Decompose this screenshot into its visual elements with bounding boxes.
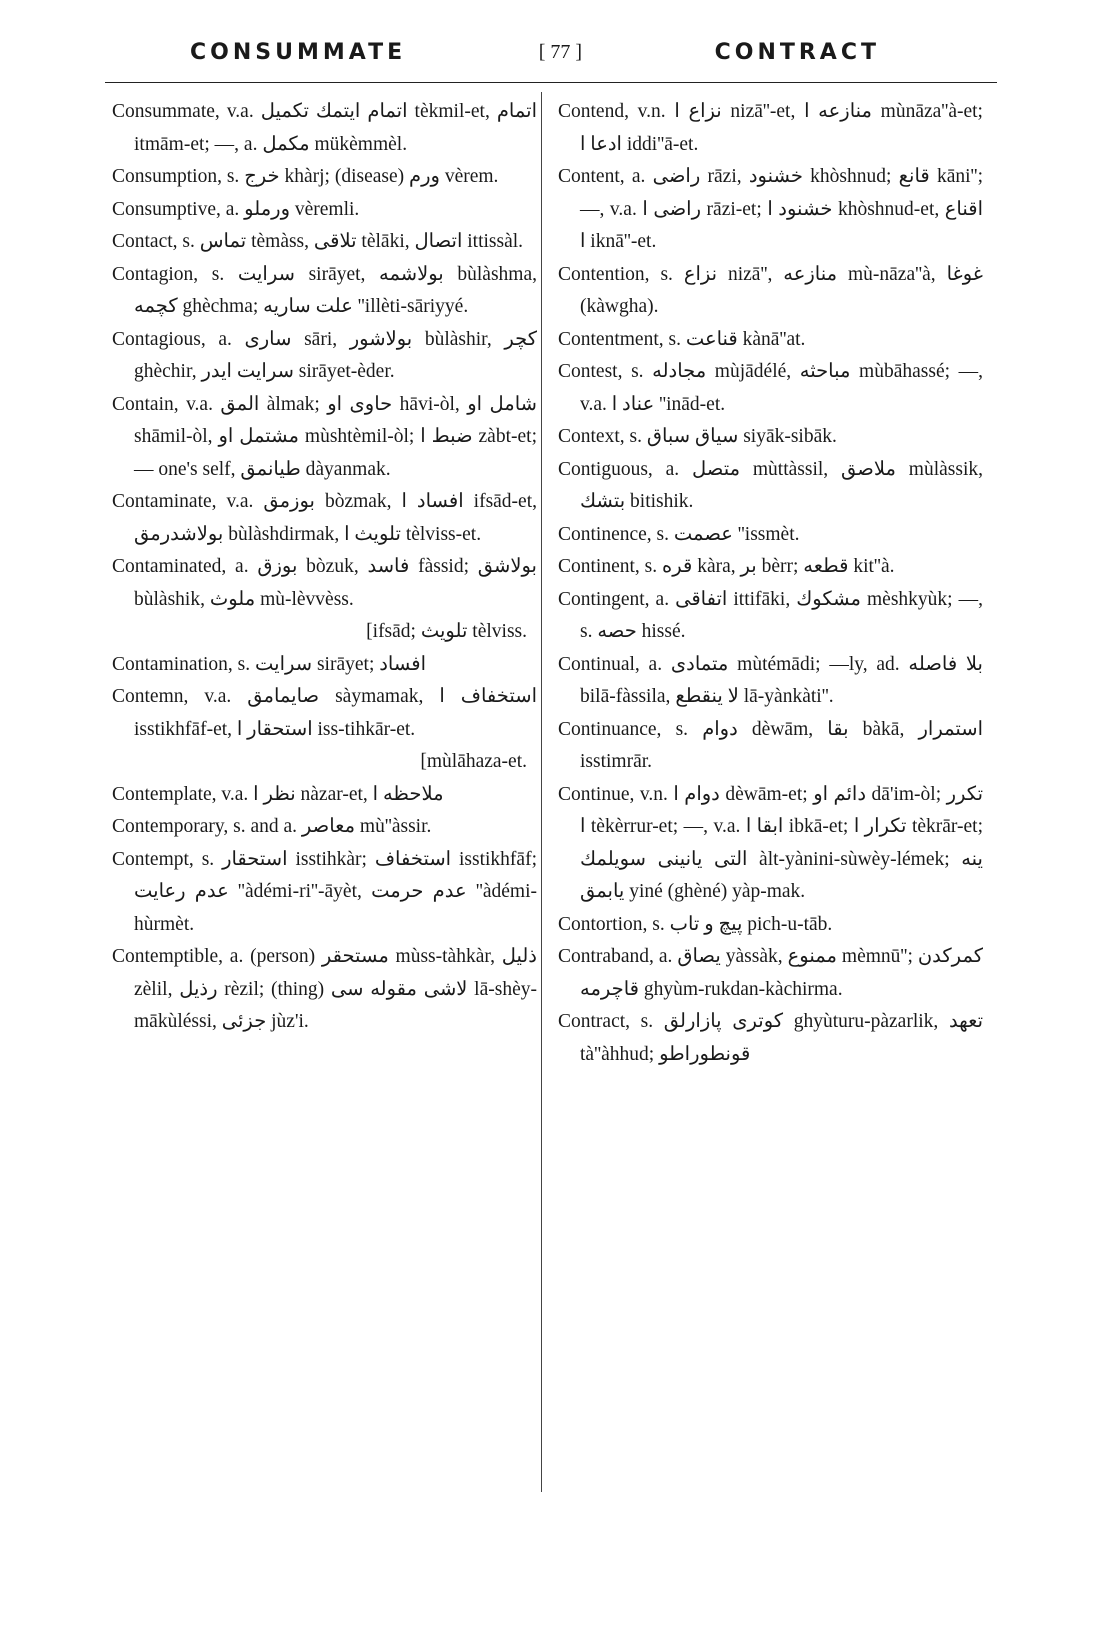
entry-context: Context, s. سياق سباق siyāk-sibāk. — [558, 426, 837, 447]
entry-continent: Continent, s. قره kàra, بر bèrr; قطعه kit''à. — [558, 556, 895, 577]
entry-contemptible: Contemptible, a. (person) مستحقر mùss-tàhkàr, ذليل zèlil, رذيل rèzil; (thing) لاشى مقوله سى lā-shèy-mākùléssi, جزئى jùz'i. — [112, 946, 537, 1032]
right-guide-word: CONTRACT — [714, 39, 880, 65]
entry-continuance: Continuance, s. دوام dèwām, بقا bàkā, استمرار isstimrār. — [558, 718, 983, 772]
entry-contemporary: Contemporary, s. and a. معاصر mù''àssir. — [112, 816, 432, 837]
entry-consummate: Consummate, v.a. اتمام ايتمك تكميل tèkmil-et, اتمام itmām-et; —, a. مكمل mükèmmèl. — [112, 101, 537, 155]
entry-continue: Continue, v.n. دوام ا dèwām-et; دائم او dā'im-òl; تكرر ا tèkèrrur-et; —, v.a. ابقا ا ibkā-et; تكرار ا tèkrār-et; التى يانينى سويلمك àlt-yànini-sùwèy-lémek; ينه يابمق yiné (ghèné) yàp-mak. — [558, 783, 983, 902]
entry-continual: Continual, a. متمادى mùtémādi; —ly, ad. بلا فاصله bilā-fàssila, لا ينقطع lā-yànkàti''. — [558, 653, 983, 707]
entry-contraband: Contraband, a. يصاق yàssàk, ممنوع mèmnū''; كمركدن قاچرمه ghyùm-rukdan-kàchirma. — [558, 946, 983, 1000]
entry-contact: Contact, s. تماس tèmàss, تلاقى tèlāki, اتصال ittissàl. — [112, 231, 524, 252]
entry-continence: Continence, s. عصمت ''issmèt. — [558, 523, 800, 545]
entry-contentment: Contentment, s. قناعت kànā''at. — [558, 328, 806, 350]
entry-contagious: Contagious, a. سارى sāri, بولاشور bùlàshir, كچر ghèchir, سرايت ايدر sirāyet-èder. — [112, 328, 537, 382]
entry-contention: Contention, s. نزاع nizā'', منازعه mù-nāza''à, غوغا (kàwgha). — [558, 263, 983, 317]
entry-contagion: Contagion, s. سرايت sirāyet, بولاشمه bùlàshma, كچمه ghèchma; علت ساريه ''illèti-sāriyyé. — [112, 263, 537, 317]
entry-consumption: Consumption, s. خرج khàrj; (disease) ورم vèrem. — [112, 166, 499, 187]
entry-contend: Contend, v.n. نزاع ا nizā''-et, منازعه ا mùnāza''à-et; ادعا ا iddi''ā-et. — [558, 101, 983, 155]
entry-contain: Contain, v.a. المق àlmak; حاوى او hāvi-òl, شامل او shāmil-òl, مشتمل او mùshtèmil-òl; ضبط ا zàbt-et; — one's self, طيانمق dàyanmak. — [112, 393, 537, 480]
left-column — [112, 96, 537, 1596]
page-number: [ 77 ] — [538, 40, 583, 63]
entry-contingent: Contingent, a. اتفاقى ittifāki, مشكوك mèshkyùk; —, s. حصه hissé. — [558, 588, 983, 642]
column-divider — [541, 92, 542, 1492]
entry-contest: Contest, s. مجادله mùjādélé, مباحثه mùbāhassé; —, v.a. عناد ا ''inād-et. — [558, 361, 983, 415]
continuation-line: [ifsād; تلويث tèlviss. — [366, 621, 527, 642]
entry-content: Content, a. راضى rāzi, خشنود khòshnud; قانع kāni''; —, v.a. راضى ا rāzi-et; خشنود ا khòshnud-et, اقناع ا iknā''-et. — [558, 166, 983, 252]
header-rule — [105, 82, 997, 83]
entry-contiguous: Contiguous, a. متصل mùttàssil, ملاصق mùlàssik, بتشك bitishik. — [558, 458, 983, 512]
entry-contemplate: Contemplate, v.a. نظر ا nàzar-et, ملاحظه ا — [112, 783, 444, 805]
entry-contamination: Contamination, s. سرايت sirāyet; افساد — [112, 653, 427, 675]
entry-contortion: Contortion, s. پيچ و تاب pich-u-tāb. — [558, 913, 833, 935]
entry-contaminated: Contaminated, a. بوزق bòzuk, فاسد fàssid; بولاشق bùlàshik, ملوث mù-lèvvèss. — [112, 556, 537, 610]
entry-contract: Contract, s. كوترى پازارلق ghyùturu-pàzarlik, تعهد tà''àhhud; قونطوراطو — [558, 1011, 983, 1065]
left-guide-word: CONSUMMATE — [190, 39, 407, 65]
page-header — [190, 32, 880, 72]
entry-contempt: Contempt, s. استحقار isstihkàr; استخفاف isstikhfāf; عدم رعايت ''àdémi-ri''-āyèt, عدم حرمت ''àdémi-hùrmèt. — [112, 848, 537, 935]
entry-consumptive: Consumptive, a. ورملو vèremli. — [112, 198, 360, 220]
entry-contemn: Contemn, v.a. صايمامق sàymamak, استخفاف ا isstikhfāf-et, استحقار ا iss-tihkār-et. — [112, 686, 537, 740]
continuation-line: [mùlāhaza-et. — [420, 751, 527, 772]
entry-contaminate: Contaminate, v.a. بوزمق bòzmak, افساد ا ifsād-et, بولاشدرمق bùlàshdirmak, تلويث ا tèlviss-et. — [112, 491, 537, 545]
right-column — [558, 96, 983, 1596]
